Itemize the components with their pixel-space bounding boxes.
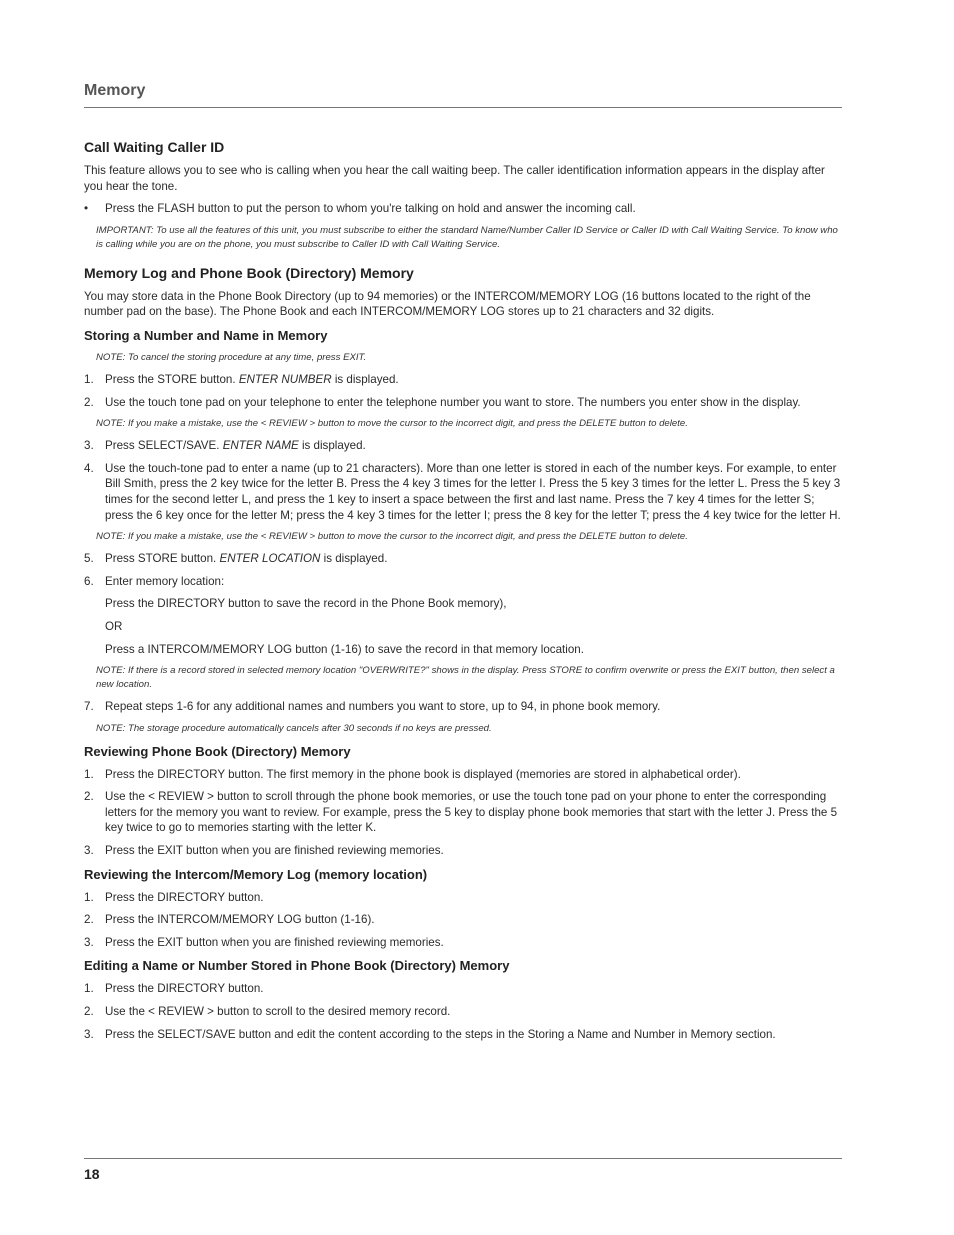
important-note: IMPORTANT: To use all the features of this unit, you must subscribe to either the standard Name/Number Caller ID Service or Caller ID with Call Waiting Service. To know who is calling while you are on the phone, you must subscribe to Caller ID with Call Waiting Service.	[96, 224, 838, 250]
step-text: Press the INTERCOM/MEMORY LOG button (1-16).	[105, 913, 375, 927]
step-text: Press the EXIT button when you are finished reviewing memories.	[105, 844, 444, 858]
note-mistake: NOTE: If you make a mistake, use the < REVIEW > button to move the cursor to the incorrect digit, and press the DELETE button to delete.	[96, 418, 688, 430]
step-item	[84, 551, 842, 567]
step-item	[84, 438, 842, 454]
step-number: 3.	[84, 844, 94, 858]
step-text: Press the DIRECTORY button.	[105, 890, 264, 904]
step-number: 1.	[84, 982, 94, 996]
display-message: ENTER NAME	[222, 439, 299, 453]
heading-reviewing-phone-book: Reviewing Phone Book (Directory) Memory	[84, 743, 351, 759]
step-item	[84, 890, 842, 906]
step-number: 3.	[84, 439, 94, 453]
step-number: 3.	[84, 935, 94, 949]
step-text: Use the touch tone pad on your telephone to enter the telephone number you want to store. The numbers you enter show in the display.	[105, 395, 801, 409]
heading-call-waiting-caller-id: Call Waiting Caller ID	[84, 139, 225, 155]
step-number: 4.	[84, 461, 94, 475]
step-text: Use the < REVIEW > button to scroll through the phone book memories, or use the touch tone pad on your phone to enter the corresponding letters for the memory you want to review. For example, press the 5 key to display phone book memories that start with the letter J. Press the 5 key twice to go to memories starting with the letter K.	[105, 790, 838, 835]
display-message: ENTER NUMBER	[238, 372, 332, 386]
step-item	[84, 912, 842, 928]
heading-memory-log-phone-book: Memory Log and Phone Book (Directory) Memory	[84, 264, 414, 281]
step-text: Press SELECT/SAVE. ENTER NAME is displayed.	[105, 439, 366, 453]
step-text: Press the STORE button. ENTER NUMBER is displayed.	[105, 372, 399, 386]
section-header-title: Memory	[84, 82, 146, 99]
bullet-item	[84, 201, 842, 217]
bullet-mark: •	[84, 202, 89, 216]
step-item	[84, 699, 842, 715]
step-number: 2.	[84, 395, 94, 409]
step-item	[84, 789, 842, 836]
note-auto-cancel: NOTE: The storage procedure automatically cancels after 30 seconds if no keys are pressed.	[96, 722, 492, 734]
step-item	[84, 1027, 842, 1043]
header-rule	[84, 107, 842, 108]
step-text: Repeat steps 1-6 for any additional names and numbers you want to store, up to 94, in phone book memory.	[105, 700, 661, 714]
step-option: Press a INTERCOM/MEMORY LOG button (1-16) to save the record in that memory location.	[105, 642, 584, 656]
step-text: Press STORE button. ENTER LOCATION is displayed.	[105, 552, 388, 566]
note-cancel: NOTE: To cancel the storing procedure at any time, press EXIT.	[96, 351, 367, 363]
step-item	[84, 935, 842, 951]
step-text: Press the EXIT button when you are finished reviewing memories.	[105, 935, 444, 949]
heading-editing-name-number: Editing a Name or Number Stored in Phone Book (Directory) Memory	[84, 958, 510, 974]
step-item	[84, 372, 842, 388]
step-number: 2.	[84, 1005, 94, 1019]
step-number: 1.	[84, 372, 94, 386]
heading-reviewing-intercom-log: Reviewing the Intercom/Memory Log (memory location)	[84, 866, 428, 882]
step-text: Press the DIRECTORY button. The first memory in the phone book is displayed (memories are stored in alphabetical order).	[105, 767, 741, 781]
step-or: OR	[105, 619, 123, 633]
call-waiting-intro: This feature allows you to see who is calling when you hear the call waiting beep. The caller identification information appears in the display after you hear the tone.	[84, 164, 825, 193]
footer-rule	[84, 1158, 842, 1159]
step-item	[84, 574, 842, 590]
step-item	[84, 981, 842, 997]
display-message: ENTER LOCATION	[219, 552, 321, 566]
step-item	[84, 767, 842, 783]
step-number: 1.	[84, 890, 94, 904]
step-item	[84, 1004, 842, 1020]
step-number: 5.	[84, 552, 94, 566]
step-item	[84, 461, 842, 523]
step-number: 3.	[84, 1027, 94, 1041]
page-number: 18	[84, 1166, 100, 1182]
note-overwrite: NOTE: If there is a record stored in selected memory location "OVERWRITE?" shows in the display. Press STORE to confirm overwrite or press the EXIT button, then select a new location.	[96, 665, 835, 691]
step-number: 6.	[84, 574, 94, 588]
step-item	[84, 843, 842, 859]
memory-log-intro: You may store data in the Phone Book Directory (up to 94 memories) or the INTERCOM/MEMORY LOG (16 buttons located to the right of the number pad on the base). The Phone Book and each INTERCOM/MEMORY LOG stores up to 21 characters and 32 digits.	[84, 289, 811, 319]
note-mistake: NOTE: If you make a mistake, use the < REVIEW > button to move the cursor to the incorrect digit, and press the DELETE button to delete.	[96, 531, 688, 543]
step-text: Use the < REVIEW > button to scroll to the desired memory record.	[105, 1005, 451, 1019]
step-number: 7.	[84, 700, 94, 714]
step-text: Use the touch-tone pad to enter a name (up to 21 characters). More than one letter is stored in each of the number keys. For example, to enter Bill Smith, press the 2 key twice for the letter B. Press the 4 key 3 times for the letter I. Press the 5 key 3 times for the letter L. Press the 5 key 3 times for the second letter L, and press the 1 key to insert a space between the first and last name. Press the 7 key 4 times for the letter S; press the 6 key once for the letter M; press the 4 key 3 times for the letter I; press the 8 key for the letter T; press the 4 key twice for the letter H.	[105, 461, 841, 522]
step-item	[84, 395, 842, 411]
bullet-text: Press the FLASH button to put the person to whom you're talking on hold and answer the incoming call.	[105, 202, 636, 216]
step-number: 1.	[84, 767, 94, 781]
step-text: Enter memory location:	[105, 574, 225, 588]
step-number: 2.	[84, 790, 94, 804]
heading-storing-number-name: Storing a Number and Name in Memory	[84, 327, 328, 343]
step-text: Press the SELECT/SAVE button and edit the content according to the steps in the Storing a Name and Number in Memory section.	[105, 1027, 776, 1041]
step-text: Press the DIRECTORY button.	[105, 982, 264, 996]
step-option: Press the DIRECTORY button to save the record in the Phone Book memory),	[105, 597, 507, 611]
page-content	[84, 138, 842, 1049]
step-number: 2.	[84, 913, 94, 927]
